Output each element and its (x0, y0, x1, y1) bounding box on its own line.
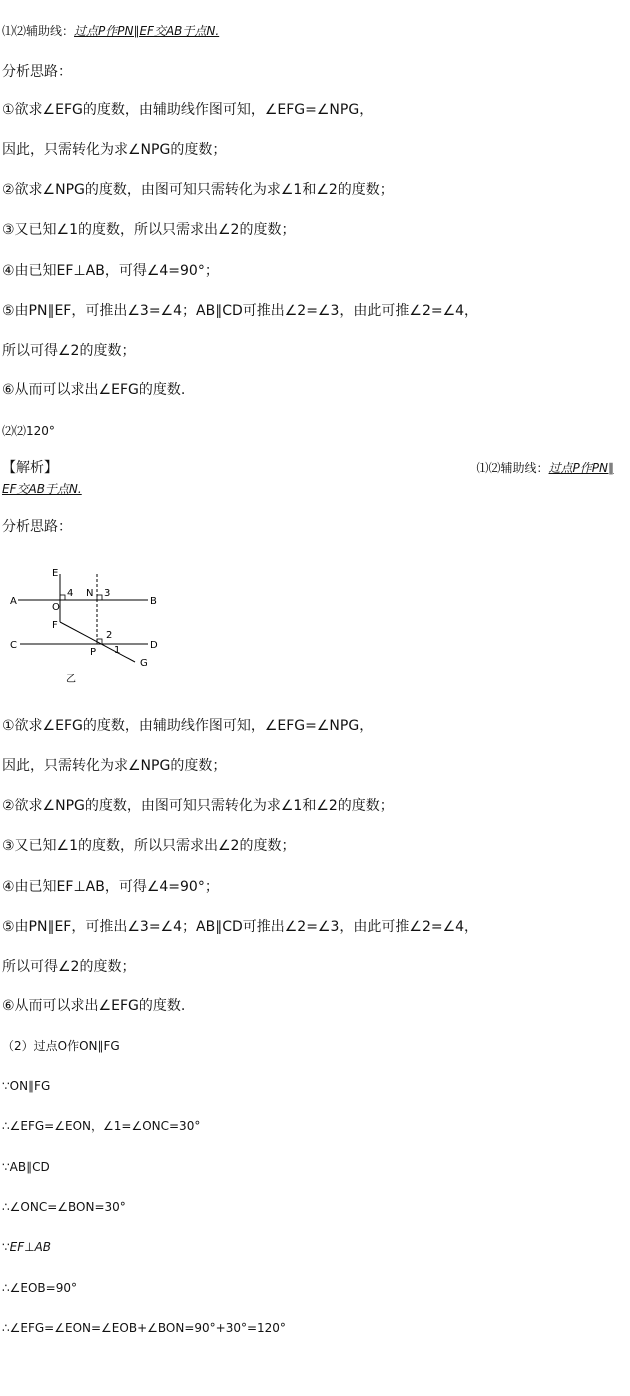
proof-line: ∴∠EFG=∠EON，∠1=∠ONC=30° (2, 1119, 201, 1133)
label-o: O (52, 602, 60, 613)
auxiliary-text: 过点P作PN∥EF交AB于点N. (74, 24, 220, 38)
proof-line: ∵ON∥FG (2, 1079, 51, 1093)
figure-caption: 乙 (66, 674, 76, 685)
step-line: 因此，只需转化为求∠NPG的度数； (2, 142, 227, 158)
auxiliary-line-statement (2, 20, 622, 42)
analysis-header (2, 457, 622, 479)
step-line: ③又已知∠1的度数，所以只需求出∠2的度数； (2, 838, 296, 854)
auxiliary-prefix: ⑴⑵辅助线： (476, 461, 549, 475)
step-line: ①欲求∠EFG的度数，由辅助线作图可知，∠EFG=∠NPG， (2, 718, 374, 734)
step-line: ④由已知EF⊥AB，可得∠4=90°； (2, 879, 219, 895)
step-line: ③又已知∠1的度数，所以只需求出∠2的度数； (2, 222, 296, 238)
proof-line: ∴∠EFG=∠EON=∠EOB+∠BON=90°+30°=120° (2, 1321, 286, 1335)
auxiliary-text: 过点P作PN∥ (548, 461, 614, 475)
label-f: F (52, 620, 58, 631)
label-3: 3 (104, 588, 111, 599)
step-line: ④由已知EF⊥AB，可得∠4=90°； (2, 263, 219, 279)
proof-line: ∵AB∥CD (2, 1160, 50, 1174)
step-line: ⑥从而可以求出∠EFG的度数. (2, 998, 186, 1014)
step-line: 所以可得∠2的度数； (2, 343, 136, 359)
label-g: G (140, 658, 148, 669)
auxiliary-text-wrap: EF交AB于点N. (2, 482, 82, 496)
step-line: 所以可得∠2的度数； (2, 959, 136, 975)
step-line: ⑤由PN∥EF，可推出∠3=∠4；AB∥CD可推出∠2=∠3，由此可推∠2=∠4， (2, 303, 479, 319)
jiexi-label: 【解析】 (2, 460, 58, 476)
label-c: C (10, 640, 17, 651)
step-line: ①欲求∠EFG的度数，由辅助线作图可知，∠EFG=∠NPG， (2, 102, 374, 118)
analysis-title: 分析思路： (2, 519, 72, 535)
step-line: ⑥从而可以求出∠EFG的度数. (2, 382, 186, 398)
auxiliary-prefix: ⑴⑵辅助线： (2, 24, 75, 38)
step-line: ②欲求∠NPG的度数，由图可知只需转化为求∠1和∠2的度数； (2, 798, 394, 814)
label-1: 1 (114, 645, 121, 656)
proof-line: ∴∠EOB=90° (2, 1281, 77, 1295)
label-b: B (150, 596, 157, 607)
right-angle-marker (60, 595, 65, 600)
label-p: P (90, 647, 97, 658)
label-2: 2 (106, 630, 113, 641)
geometry-figure (0, 562, 180, 692)
label-a: A (10, 596, 17, 607)
auxiliary-line-statement-2 (477, 457, 614, 479)
proof-line: （2）过点O作ON∥FG (2, 1039, 120, 1053)
proof-line: ∵EF⊥AB (2, 1240, 52, 1254)
step-line: ⑤由PN∥EF，可推出∠3=∠4；AB∥CD可推出∠2=∠3，由此可推∠2=∠4， (2, 919, 479, 935)
answer-part2: ⑵⑵120° (2, 424, 55, 438)
proof-line: ∴∠ONC=∠BON=30° (2, 1200, 126, 1214)
right-angle-marker (97, 595, 102, 600)
step-line: 因此，只需转化为求∠NPG的度数； (2, 758, 227, 774)
step-line: ②欲求∠NPG的度数，由图可知只需转化为求∠1和∠2的度数； (2, 182, 394, 198)
label-e: E (52, 568, 59, 579)
label-n: N (86, 588, 94, 599)
label-4: 4 (67, 588, 74, 599)
analysis-title: 分析思路： (2, 64, 72, 80)
label-d: D (150, 640, 158, 651)
